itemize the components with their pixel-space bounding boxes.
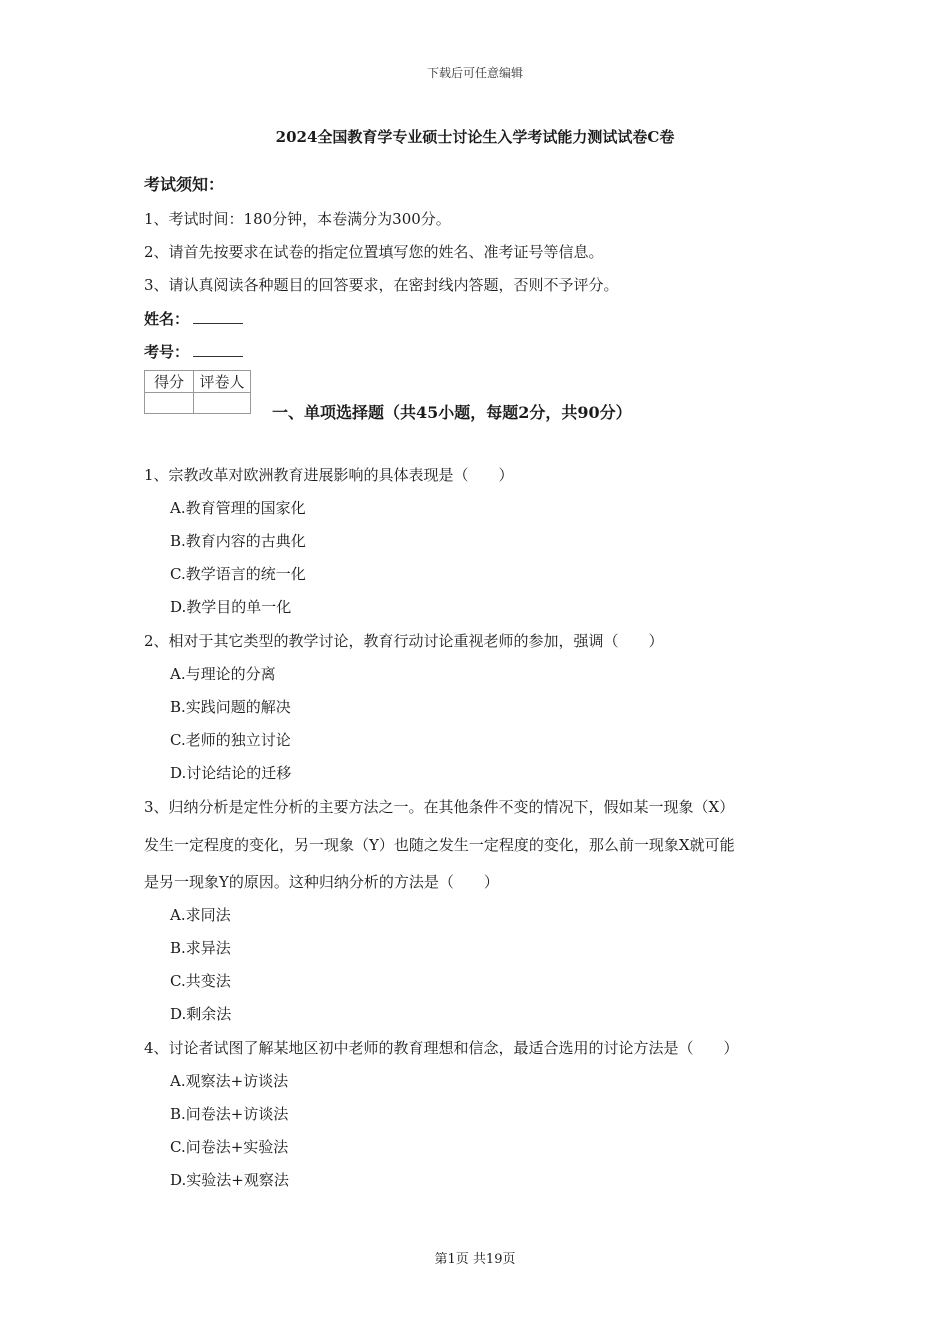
name-input-line[interactable] [193, 309, 243, 324]
score-cell[interactable] [145, 393, 194, 414]
document-title: 2024全国教育学专业硕士讨论生入学考试能力测试试卷C卷 [275, 128, 675, 146]
question-option: A.教育管理的国家化 [170, 499, 306, 517]
question-option: A.观察法+访谈法 [170, 1072, 289, 1090]
name-label: 姓名： [144, 310, 190, 328]
question-option: B.实践问题的解决 [170, 698, 291, 716]
page-footer: 第1页 共19页 [434, 1252, 516, 1267]
question-option: C.共变法 [170, 972, 231, 990]
id-label: 考号： [144, 343, 190, 361]
header-note: 下载后可任意编辑 [426, 66, 523, 80]
notice-item: 2、请首先按要求在试卷的指定位置填写您的姓名、准考证号等信息。 [144, 243, 604, 261]
question-stem: 3、归纳分析是定性分析的主要方法之一。在其他条件不变的情况下，假如某一现象（X） [144, 798, 735, 816]
question-stem: 1、宗教改革对欧洲教育进展影响的具体表现是（ ） [144, 466, 514, 484]
question-option: C.问卷法+实验法 [170, 1138, 289, 1156]
question-option: B.求异法 [170, 939, 231, 957]
notice-heading: 考试须知： [144, 175, 225, 194]
question-stem: 是另一现象Y的原因。这种归纳分析的方法是（ ） [144, 873, 499, 891]
question-option: A.求同法 [170, 906, 231, 924]
grader-cell[interactable] [194, 393, 251, 414]
score-header: 得分 [145, 371, 194, 393]
section-title: 一、单项选择题（共45小题，每题2分，共90分） [272, 403, 632, 422]
question-option: D.讨论结论的迁移 [170, 764, 292, 782]
question-option: D.教学目的单一化 [170, 598, 292, 616]
notice-item: 1、考试时间：180分钟，本卷满分为300分。 [144, 210, 451, 228]
question-option: C.教学语言的统一化 [170, 565, 306, 583]
question-option: B.问卷法+访谈法 [170, 1105, 289, 1123]
score-table [144, 370, 251, 414]
question-stem: 2、相对于其它类型的教学讨论，教育行动讨论重视老师的参加，强调（ ） [144, 632, 664, 650]
question-option: D.实验法+观察法 [170, 1171, 289, 1189]
name-field [144, 308, 243, 329]
grader-header: 评卷人 [194, 371, 251, 393]
question-option: B.教育内容的古典化 [170, 532, 306, 550]
question-option: D.剩余法 [170, 1005, 232, 1023]
id-input-line[interactable] [193, 342, 243, 357]
question-option: C.老师的独立讨论 [170, 731, 291, 749]
notice-item: 3、请认真阅读各种题目的回答要求，在密封线内答题，否则不予评分。 [144, 276, 619, 294]
question-stem: 4、讨论者试图了解某地区初中老师的教育理想和信念，最适合选用的讨论方法是（ ） [144, 1039, 739, 1057]
question-stem: 发生一定程度的变化，另一现象（Y）也随之发生一定程度的变化，那么前一现象X就可能 [144, 836, 735, 854]
id-field [144, 341, 243, 362]
question-option: A.与理论的分离 [170, 665, 276, 683]
